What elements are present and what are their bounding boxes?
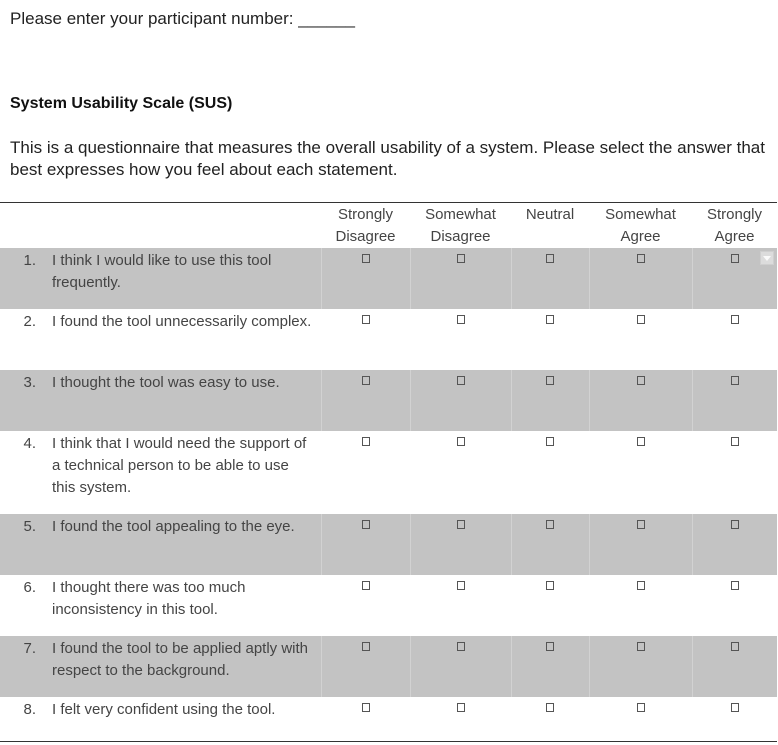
option-checkbox[interactable] [546, 581, 554, 590]
question-text: I thought the tool was easy to use. [52, 374, 280, 391]
option-checkbox[interactable] [457, 254, 465, 263]
question-row [0, 697, 777, 741]
option-checkbox[interactable] [457, 703, 465, 712]
question-row [0, 575, 777, 636]
option-checkbox[interactable] [457, 437, 465, 446]
column-header: Strongly Disagree [335, 206, 396, 245]
question-number: 1. [23, 252, 36, 269]
option-checkbox[interactable] [637, 437, 645, 446]
question-row [0, 431, 777, 514]
option-checkbox[interactable] [362, 315, 370, 324]
header-row [0, 203, 777, 249]
row-dropdown-button[interactable] [760, 251, 774, 265]
question-number: 2. [23, 313, 36, 330]
option-checkbox[interactable] [457, 520, 465, 529]
option-checkbox[interactable] [546, 254, 554, 263]
participant-number-prompt: Please enter your participant number: ______ [10, 9, 355, 28]
option-checkbox[interactable] [731, 642, 739, 651]
option-checkbox[interactable] [637, 581, 645, 590]
question-row [0, 309, 777, 370]
option-checkbox[interactable] [731, 520, 739, 529]
option-checkbox[interactable] [546, 376, 554, 385]
option-checkbox[interactable] [731, 376, 739, 385]
option-checkbox[interactable] [637, 376, 645, 385]
question-text: I found the tool appealing to the eye. [52, 518, 295, 535]
column-header: Somewhat Agree [605, 206, 676, 245]
question-row [0, 514, 777, 575]
option-checkbox[interactable] [457, 581, 465, 590]
question-text: I found the tool to be applied aptly with respect to the background. [52, 640, 309, 679]
question-text: I think that I would need the support of a technical person to be able to use this system. [52, 435, 307, 496]
question-text: I felt very confident using the tool. [52, 701, 276, 718]
option-checkbox[interactable] [637, 703, 645, 712]
option-checkbox[interactable] [457, 315, 465, 324]
option-checkbox[interactable] [546, 703, 554, 712]
option-checkbox[interactable] [546, 315, 554, 324]
question-number: 7. [23, 640, 36, 657]
question-text: I think I would like to use this tool frequently. [52, 252, 272, 291]
question-number: 4. [23, 435, 36, 452]
option-checkbox[interactable] [637, 642, 645, 651]
option-checkbox[interactable] [362, 703, 370, 712]
option-checkbox[interactable] [362, 437, 370, 446]
option-checkbox[interactable] [362, 520, 370, 529]
option-checkbox[interactable] [362, 376, 370, 385]
option-checkbox[interactable] [637, 520, 645, 529]
option-checkbox[interactable] [731, 254, 739, 263]
column-header: Strongly Agree [706, 206, 763, 245]
question-number: 5. [23, 518, 36, 535]
question-row [0, 636, 777, 697]
questionnaire-title: System Usability Scale (SUS) [10, 95, 233, 112]
option-checkbox[interactable] [457, 376, 465, 385]
option-checkbox[interactable] [546, 437, 554, 446]
column-header: Neutral [525, 206, 575, 223]
question-text: I thought there was too much inconsistency in this tool. [52, 579, 246, 618]
option-checkbox[interactable] [731, 703, 739, 712]
question-number: 8. [23, 701, 36, 718]
question-number: 6. [23, 579, 36, 596]
question-row [0, 370, 777, 431]
question-number: 3. [23, 374, 36, 391]
chevron-down-icon [763, 256, 771, 261]
option-checkbox[interactable] [546, 520, 554, 529]
option-checkbox[interactable] [362, 642, 370, 651]
option-checkbox[interactable] [731, 315, 739, 324]
option-checkbox[interactable] [362, 581, 370, 590]
sus-table [0, 202, 777, 742]
statement-header [0, 203, 321, 249]
question-text: I found the tool unnecessarily complex. [52, 313, 312, 330]
option-checkbox[interactable] [362, 254, 370, 263]
option-checkbox[interactable] [546, 642, 554, 651]
option-checkbox[interactable] [731, 581, 739, 590]
option-checkbox[interactable] [731, 437, 739, 446]
question-row [0, 248, 777, 309]
column-header: Somewhat Disagree [425, 206, 496, 245]
option-checkbox[interactable] [457, 642, 465, 651]
option-checkbox[interactable] [637, 315, 645, 324]
intro-paragraph: This is a questionnaire that measures the overall usability of a system. Please select the answer that best expresses how you feel about each statement. [10, 138, 765, 179]
option-checkbox[interactable] [637, 254, 645, 263]
